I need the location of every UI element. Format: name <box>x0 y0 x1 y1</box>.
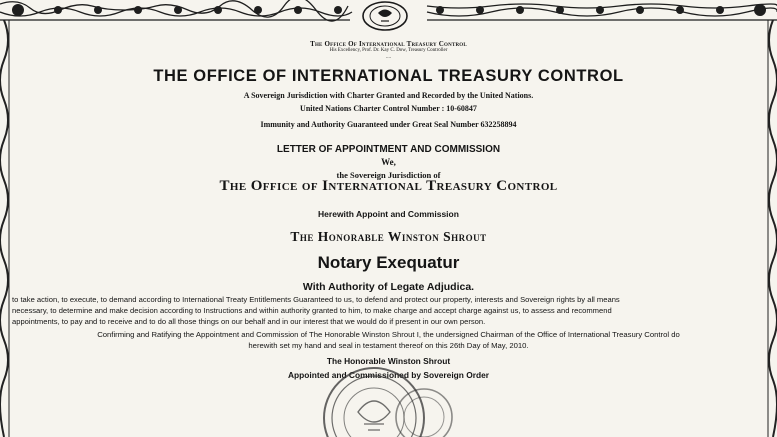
appointee-name: The Honorable Winston Shrout <box>290 229 487 244</box>
seal-number-line: Immunity and Authority Guaranteed under Great Seal Number 632258894 <box>260 120 517 129</box>
charter-number-line: United Nations Charter Control Number : 10-60847 <box>300 104 477 113</box>
body-text-line: to take action, to execute, to demand according to International Treaty Entitlements Guaranteed to us, to defend and protect our property, interests and Sovereign rights by all means <box>12 295 620 304</box>
treasury-emblem-icon <box>361 1 409 31</box>
stamp-seal-icon <box>392 385 456 437</box>
authority-line: With Authority of Legate Adjudica. <box>302 281 475 293</box>
body-text-line: necessary, to determine and make decision according to Instructions and within authority granted to him, to make charge and accept charge against us, to assess and recommend <box>12 306 612 315</box>
emblem-caption: The Office Of International Treasury Control <box>310 40 467 48</box>
testament-line: herewith set my hand and seal in testament thereof on this 26th Day of May, 2010. <box>248 341 529 350</box>
sovereign-line: the Sovereign Jurisdiction of <box>336 170 441 180</box>
emblem-subcaption: His Excellency, Prof. Dr. Kay C. Dow, Treasury Controller <box>329 48 448 53</box>
confirm-line: Confirming and Ratifying the Appointment and Commission of The Honorable Winston Shrout I, the undersigned Chairman of the Office of International Treasury Control do <box>97 330 680 339</box>
letter-title: LETTER OF APPOINTMENT AND COMMISSION <box>276 144 501 155</box>
notary-title: Notary Exequatur <box>317 253 460 272</box>
signer-name: The Honorable Winston Shrout <box>326 356 451 366</box>
herewith-line: Herewith Appoint and Commission <box>318 209 459 219</box>
jurisdiction-line: A Sovereign Jurisdiction with Charter Granted and Recorded by the United Nations. <box>243 91 534 100</box>
document-title: THE OFFICE OF INTERNATIONAL TREASURY CONTROL <box>153 67 624 85</box>
body-text-line: appointments, to pay and to receive and to do all those things on our behalf and in our interest that we would do if present in our own person. <box>12 317 486 326</box>
office-title: The Office of International Treasury Control <box>219 178 558 194</box>
appointed-line: Appointed and Commissioned by Sovereign Order <box>287 370 490 380</box>
emblem-subcaption-2: .... <box>386 55 391 60</box>
we-line: We, <box>381 157 396 167</box>
